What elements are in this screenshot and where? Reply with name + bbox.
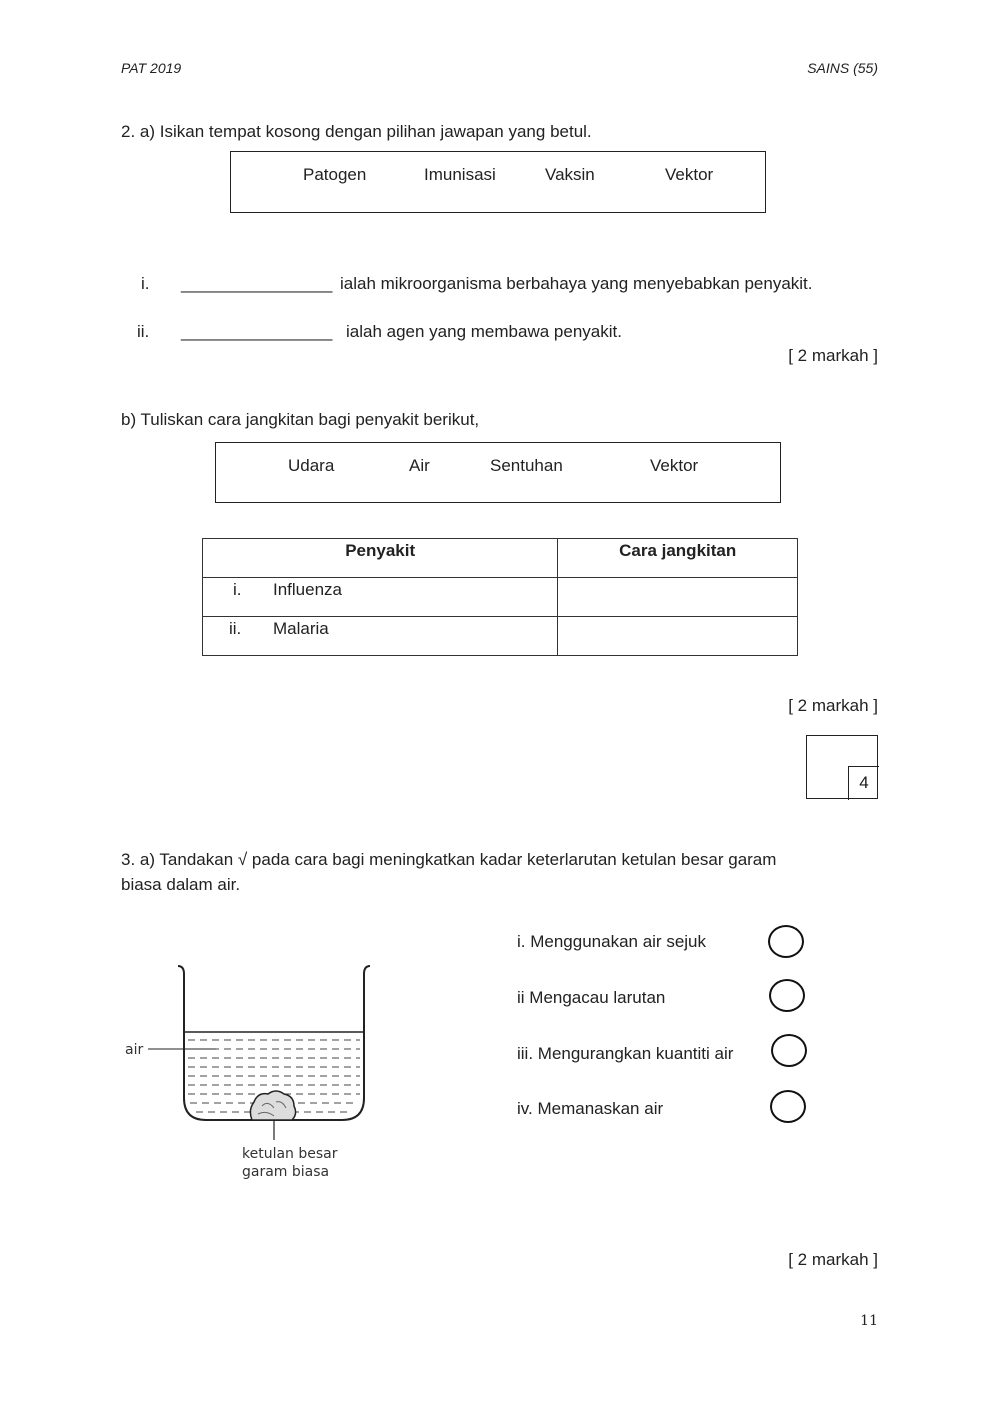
q2b-prompt: b) Tuliskan cara jangkitan bagi penyakit berikut, bbox=[121, 410, 480, 429]
q3-option-3-label: iii. Mengurangkan kuantiti air bbox=[517, 1044, 734, 1063]
option-imunisasi: Imunisasi bbox=[424, 165, 496, 184]
salt-label-line2: garam biasa bbox=[242, 1164, 330, 1180]
q3-option-1-label: i. Menggunakan air sejuk bbox=[517, 932, 707, 951]
answer-cell[interactable] bbox=[558, 617, 798, 656]
option-air: Air bbox=[409, 456, 430, 475]
header-penyakit: Penyakit bbox=[203, 539, 558, 578]
q2a-item-2-number: ii. bbox=[137, 322, 150, 341]
q3-option-4-label: iv. Memanaskan air bbox=[517, 1099, 664, 1118]
salt-lump-icon bbox=[250, 1091, 295, 1120]
transmission-table bbox=[202, 538, 798, 656]
q2a-options-box bbox=[230, 151, 766, 213]
q2a-item-2-text: ialah agen yang membawa penyakit. bbox=[346, 322, 622, 341]
option-sentuhan: Sentuhan bbox=[490, 456, 563, 475]
salt-label-line1: ketulan besar bbox=[242, 1146, 338, 1162]
option-patogen: Patogen bbox=[303, 165, 367, 184]
row-number: i. bbox=[233, 580, 242, 599]
q3-prompt-line1: 3. a) Tandakan √ pada cara bagi meningkatkan kadar keterlarutan ketulan besar garam bbox=[121, 850, 777, 869]
row-number: ii. bbox=[229, 619, 242, 638]
score-value: 4 bbox=[848, 766, 879, 800]
q3-option-2-label: ii Mengacau larutan bbox=[517, 988, 666, 1007]
page-number: 11 bbox=[860, 1313, 878, 1329]
option-udara: Udara bbox=[288, 456, 335, 475]
header-cara-jangkitan: Cara jangkitan bbox=[558, 539, 798, 578]
water-label: air bbox=[125, 1042, 144, 1058]
q2a-item-2-blank[interactable]: ________________ bbox=[181, 322, 333, 341]
disease-cell bbox=[203, 578, 558, 617]
disease-name: Influenza bbox=[273, 580, 342, 599]
q3-option-2-checkbox[interactable] bbox=[769, 979, 805, 1012]
answer-cell[interactable] bbox=[558, 578, 798, 617]
q2a-item-1-blank[interactable]: ________________ bbox=[181, 274, 333, 293]
q2a-item-1-number: i. bbox=[141, 274, 150, 293]
q3-prompt-line2: biasa dalam air. bbox=[121, 875, 241, 894]
q3-marks: [ 2 markah ] bbox=[788, 1250, 878, 1269]
q3-option-4-checkbox[interactable] bbox=[770, 1090, 806, 1123]
score-box bbox=[806, 735, 878, 799]
header-right: SAINS (55) bbox=[807, 60, 878, 76]
disease-name: Malaria bbox=[273, 619, 329, 638]
disease-cell bbox=[203, 617, 558, 656]
q2b-options-box bbox=[215, 442, 781, 503]
table-header-row bbox=[203, 539, 798, 578]
q2a-marks: [ 2 markah ] bbox=[788, 346, 878, 365]
option-vektor-b: Vektor bbox=[650, 456, 699, 475]
q2b-marks: [ 2 markah ] bbox=[788, 696, 878, 715]
q2a-prompt: 2. a) Isikan tempat kosong dengan pilihan jawapan yang betul. bbox=[121, 122, 592, 141]
option-vaksin: Vaksin bbox=[545, 165, 595, 184]
table-row bbox=[203, 578, 798, 617]
q3-option-3-checkbox[interactable] bbox=[771, 1034, 807, 1067]
q2a-item-1-text: ialah mikroorganisma berbahaya yang menyebabkan penyakit. bbox=[340, 274, 813, 293]
header-left: PAT 2019 bbox=[121, 60, 182, 76]
option-vektor: Vektor bbox=[665, 165, 714, 184]
q3-option-1-checkbox[interactable] bbox=[768, 925, 804, 958]
table-row bbox=[203, 617, 798, 656]
